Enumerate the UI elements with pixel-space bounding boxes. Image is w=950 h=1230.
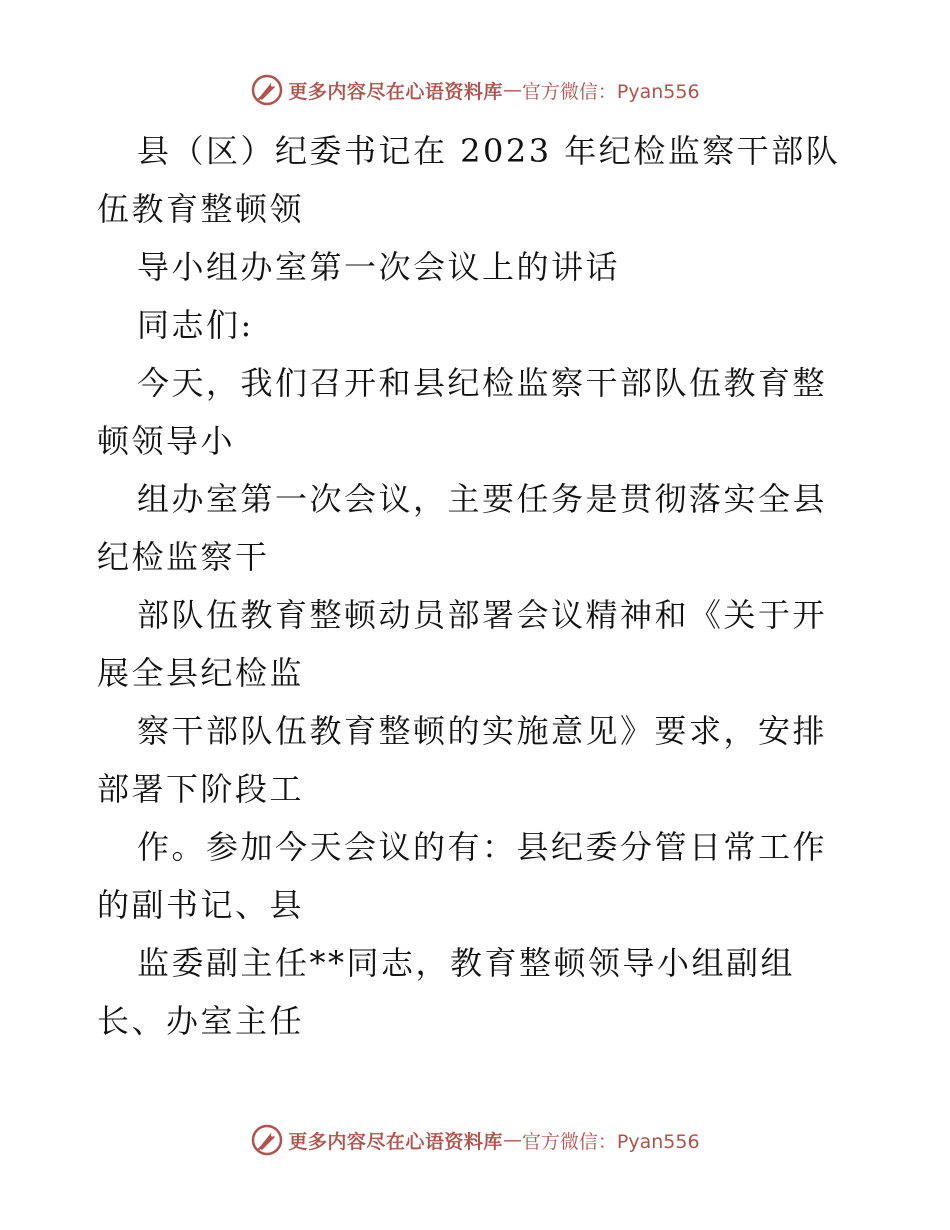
body-paragraph: 今天，我们召开和县纪检监察干部队伍教育整顿领导小 [97,364,828,460]
document-title-line-1: 县（区）纪委书记在 2023 年纪检监察干部队伍教育整顿领 [97,132,841,228]
document-body [97,122,857,1050]
body-paragraph: 部队伍教育整顿动员部署会议精神和《关于开展全县纪检监 [97,596,828,692]
banner-separator: — [502,79,522,101]
footer-banner [0,1120,950,1160]
pen-nib-icon [250,73,284,107]
banner-account: 官方微信：Pyan556 [521,80,700,103]
body-paragraph: 作。参加今天会议的有：县纪委分管日常工作的副书记、县 [97,828,828,924]
body-paragraph: 组办室第一次会议，主要任务是贯彻落实全县纪检监察干 [97,480,828,576]
banner-text: 更多内容尽在心语资料库 [288,1130,503,1153]
salutation: 同志们: [137,306,254,344]
header-banner [0,70,950,110]
banner-separator: — [502,1129,522,1151]
document-title-line-2: 导小组办室第一次会议上的讲话 [137,248,621,286]
body-paragraph: 察干部队伍教育整顿的实施意见》要求，安排部署下阶段工 [97,712,828,808]
pen-nib-icon [250,1123,284,1157]
banner-account: 官方微信：Pyan556 [521,1130,700,1153]
body-paragraph: 监委副主任**同志，教育整顿领导小组副组长、办室主任 [97,944,796,1040]
banner-text: 更多内容尽在心语资料库 [288,80,503,103]
